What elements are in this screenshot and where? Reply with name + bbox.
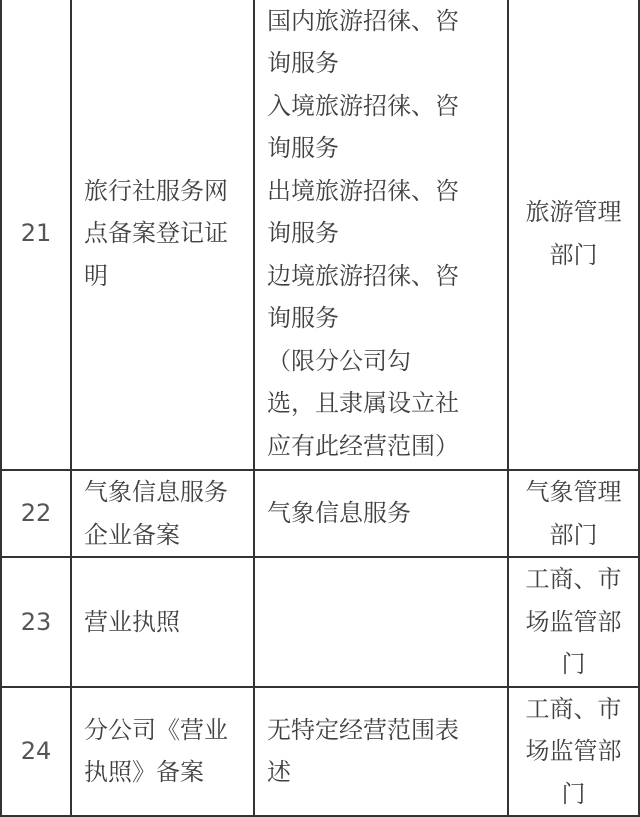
permit-name-line: 气象信息服务 bbox=[84, 478, 228, 506]
business-scope-cell bbox=[254, 557, 508, 687]
row-number: 22 bbox=[1, 470, 71, 557]
authority-cell bbox=[508, 687, 639, 817]
authority-line: 场监管部 bbox=[525, 607, 622, 636]
scope-line: 出境旅游招徕、咨 bbox=[267, 176, 459, 205]
business-scope-cell bbox=[254, 470, 508, 557]
scope-line: 无特定经营范围表 bbox=[267, 715, 459, 744]
permit-name-cell bbox=[71, 687, 254, 817]
scope-line: 述 bbox=[267, 758, 291, 787]
scope-line: 应有此经营范围） bbox=[267, 431, 459, 460]
authority-cell bbox=[508, 0, 639, 470]
business-scope-cell bbox=[254, 0, 508, 470]
scope-line: 国内旅游招徕、咨 bbox=[267, 6, 459, 35]
authority-line: 工商、市 bbox=[525, 694, 622, 723]
row-number: 24 bbox=[1, 687, 71, 817]
authority-line: 旅游管理 bbox=[525, 198, 622, 226]
authority-line: 部门 bbox=[549, 240, 598, 269]
scope-line: 询服务 bbox=[267, 134, 339, 163]
permit-name-line: 点备案登记证 bbox=[84, 219, 228, 248]
permit-name-line: 企业备案 bbox=[84, 520, 180, 549]
table-row bbox=[1, 0, 639, 470]
scope-line: 边境旅游招徕、咨 bbox=[267, 261, 459, 290]
permit-name-cell bbox=[71, 557, 254, 687]
permit-name-line: 分公司《营业 bbox=[84, 715, 228, 744]
table-row bbox=[1, 557, 639, 687]
authority-line: 部门 bbox=[549, 520, 598, 549]
permit-name-line: 执照》备案 bbox=[84, 758, 204, 787]
scope-line: （限分公司勾 bbox=[267, 346, 411, 375]
scope-line: 气象信息服务 bbox=[267, 499, 411, 528]
business-scope-cell bbox=[254, 687, 508, 817]
authority-line: 场监管部 bbox=[525, 737, 622, 765]
authority-line: 门 bbox=[561, 650, 586, 678]
scope-line: 询服务 bbox=[267, 219, 339, 248]
authority-line: 工商、市 bbox=[525, 565, 622, 593]
table-row bbox=[1, 470, 639, 557]
permit-name-line: 旅行社服务网 bbox=[84, 176, 228, 205]
permit-name-cell bbox=[71, 470, 254, 557]
authority-line: 门 bbox=[561, 779, 586, 808]
row-number: 23 bbox=[1, 557, 71, 687]
permit-name-line: 营业执照 bbox=[84, 607, 180, 636]
scope-line: 入境旅游招徕、咨 bbox=[267, 91, 459, 120]
permit-name-cell bbox=[71, 0, 254, 470]
scope-line: 询服务 bbox=[267, 304, 339, 333]
authority-line: 气象管理 bbox=[525, 478, 622, 506]
scope-line: 询服务 bbox=[267, 49, 339, 78]
permit-name-line: 明 bbox=[84, 261, 108, 290]
scope-line: 选，且隶属设立社 bbox=[267, 389, 459, 418]
authority-cell bbox=[508, 557, 639, 687]
authority-cell bbox=[508, 470, 639, 557]
table-row bbox=[1, 687, 639, 817]
row-number: 21 bbox=[1, 0, 71, 470]
